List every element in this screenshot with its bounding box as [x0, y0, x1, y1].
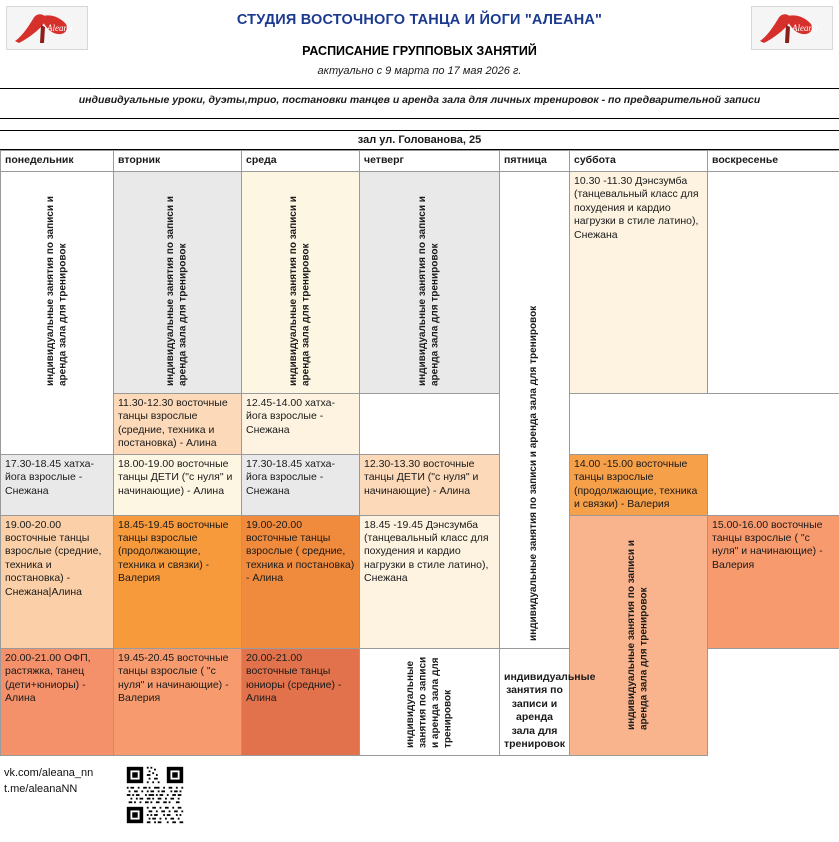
column-header-tuesday: вторник [114, 151, 242, 172]
table-row [1, 649, 839, 756]
social-links [4, 766, 93, 798]
column-header-wednesday: среда [242, 151, 360, 172]
cell-thursday-individual [360, 172, 500, 394]
cell-monday-2000 [1, 649, 114, 756]
cell-friday-individual [500, 172, 570, 649]
cell-text: 19.45-20.45 восточные танцы взрослые ( "с нуля" и начинающие) - Валерия [118, 652, 229, 704]
cell-text: 12.30-13.30 восточные танцы ДЕТИ ("с нуля" и начинающие) - Алина [364, 458, 478, 497]
table-row [1, 172, 839, 394]
cell-thursday-individual-evening [360, 649, 500, 756]
page-header [0, 0, 839, 131]
cell-saturday-1030 [570, 172, 708, 394]
column-header-friday: пятница [500, 151, 570, 172]
cell-sunday-1400 [570, 454, 708, 515]
table-row [1, 394, 839, 455]
cell-text: индивидуальные занятия по записи и аренда зала для тренировок [626, 523, 651, 730]
header-divider-2 [0, 118, 839, 119]
page-subtitle: РАСПИСАНИЕ ГРУППОВЫХ ЗАНЯТИЙ [0, 28, 839, 58]
cell-text: 20.00-21.00 восточные танцы юниоры (средние) - Алина [246, 652, 341, 704]
cell-thursday-1730 [242, 454, 360, 515]
column-header-monday: понедельник [1, 151, 114, 172]
cell-text: 18.00-19.00 восточные танцы ДЕТИ ("с нуля" и начинающие) - Алина [118, 458, 232, 497]
cell-text: 19.00-20.00 восточные танцы взрослые ( средние, техника и постановка) - Алина [246, 519, 354, 585]
cell-text: 18.45 -19.45 Дэнсзумба (танцевальный класс для похудения и кардио нагрузки в стиле латино), Снежана [364, 519, 489, 585]
cell-tuesday-individual [114, 172, 242, 394]
qr-code-icon [124, 764, 188, 828]
cell-sunday-individual [500, 649, 570, 756]
column-header-thursday: четверг [360, 151, 500, 172]
cell-text: 17.30-18.45 хатха-йога взрослые - Снежана [5, 458, 94, 497]
cell-text: 15.00-16.00 восточные танцы взрослые ( "с нуля" и начинающие) - Валерия [712, 519, 823, 571]
cell-tuesday-1945 [114, 649, 242, 756]
cell-text: индивидуальные занятия по записи и аренда зала для тренировок [405, 656, 455, 748]
cell-thursday-1845 [360, 515, 500, 649]
cell-wednesday-1800 [114, 454, 242, 515]
page-footer [0, 756, 839, 842]
schedule-table [0, 150, 839, 756]
cell-tuesday-1730 [1, 454, 114, 515]
cell-wednesday-1900 [242, 515, 360, 649]
vk-link[interactable]: vk.com/aleana_nn [4, 766, 93, 782]
cell-text: 14.00 -15.00 восточные танцы взрослые (продолжающие, техника и связки) - Валерия [574, 458, 697, 510]
cell-text: 10.30 -11.30 Дэнсзумба (танцевальный класс для похудения и кардио нагрузки в стиле латино), Снежана [574, 175, 699, 241]
svg-text:Aleana: Aleana [46, 23, 73, 33]
cell-text: индивидуальные занятия по записи и аренда зала для тренировок [45, 179, 70, 386]
aleana-logo-right [751, 6, 833, 50]
cell-text: 12.45-14.00 хатха- йога взрослые - Снежана [246, 397, 335, 436]
column-header-sunday: воскресенье [708, 151, 839, 172]
cell-text: индивидуальные занятия по записи и аренда зала для тренировок [165, 179, 190, 386]
cell-text: 18.45-19.45 восточные танцы взрослые (продолжающие, техника и связки) - Валерия [118, 519, 228, 585]
cell-wednesday-2000 [242, 649, 360, 756]
cell-text: 11.30-12.30 восточные танцы взрослые (средние, техника и постановка) - Алина [118, 397, 228, 449]
cell-sunday-empty [708, 172, 839, 394]
cell-text: 19.00-20.00 восточные танцы взрослые (средние, техника и постановка) - Снежана|Алина [5, 519, 101, 598]
cell-wednesday-individual [242, 172, 360, 394]
table-row [1, 515, 839, 649]
cell-saturday-1230 [360, 454, 500, 515]
cell-text: 17.30-18.45 хатха- йога взрослые - Снежана [246, 458, 335, 497]
header-note: индивидуальные уроки, дуэты,трио, постановки танцев и аренда зала для личных тренировок - по предварительной записи [0, 94, 839, 106]
cell-saturday-individual [570, 515, 708, 756]
cell-saturday-1130 [114, 394, 242, 455]
cell-monday-1900 [1, 515, 114, 649]
page-title: СТУДИЯ ВОСТОЧНОГО ТАНЦА И ЙОГИ "АЛЕАНА" [0, 0, 839, 28]
validity-dates: актуально с 9 марта по 17 мая 2026 г. [0, 58, 839, 77]
cell-text: индивидуальные занятия по записи и аренда зала для тренировок [528, 179, 541, 641]
cell-tuesday-1845 [114, 515, 242, 649]
cell-text: 20.00-21.00 ОФП, растяжка, танец (дети+юниоры) - Алина [5, 652, 91, 704]
telegram-link[interactable]: t.me/aleanaNN [4, 782, 93, 798]
cell-sunday-1500 [708, 515, 839, 649]
cell-text: индивидуальные занятия по записи и аренда зала для тренировок [417, 179, 442, 386]
column-header-saturday: суббота [570, 151, 708, 172]
table-header-row [1, 151, 839, 172]
hall-address: зал ул. Голованова, 25 [0, 131, 839, 150]
header-divider-1 [0, 88, 839, 89]
cell-monday-individual [1, 172, 114, 455]
aleana-logo-left [6, 6, 88, 50]
table-row [1, 454, 839, 515]
svg-text:Aleana: Aleana [791, 23, 818, 33]
cell-sunday-1245 [242, 394, 360, 455]
cell-text: индивидуальные занятия по записи и аренда зала для тренировок [288, 179, 313, 386]
cell-text: индивидуальные занятия по записи и аренда зала для тренировок [504, 671, 595, 750]
